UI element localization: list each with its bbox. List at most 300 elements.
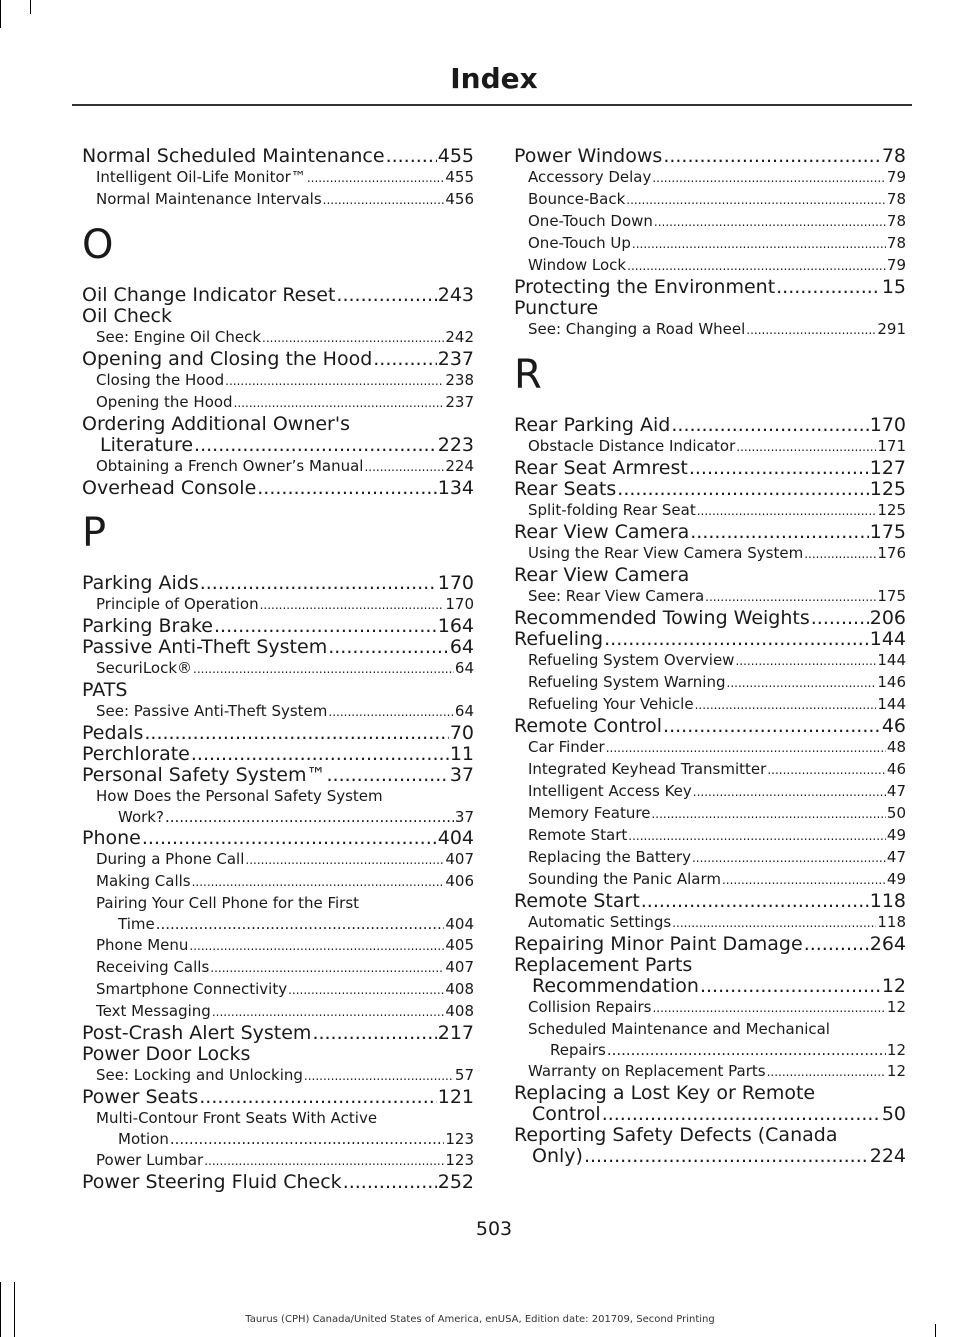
entry-label: Window Lock <box>528 256 627 274</box>
entry-label: Overhead Console <box>82 477 257 499</box>
section-letter: P <box>82 510 107 556</box>
entry-label: Receiving Calls <box>96 958 210 976</box>
dot-leader <box>628 826 886 847</box>
dot-leader <box>811 608 869 629</box>
entry-page-number: 47 <box>886 782 906 800</box>
index-subentry <box>82 1001 474 1023</box>
dot-leader <box>326 765 448 786</box>
entry-page-number: 224 <box>869 1145 906 1167</box>
entry-page-number: 455 <box>445 168 474 186</box>
dot-leader <box>165 807 454 828</box>
index-subentry <box>514 543 906 565</box>
entry-label: Bounce-Back <box>528 190 626 208</box>
entry-label: Passive Anti-Theft System <box>82 636 328 658</box>
entry-label: Integrated Keyhead Transmitter <box>528 760 767 778</box>
index-entry <box>82 616 474 637</box>
entry-label: Normal Maintenance Intervals <box>96 190 322 208</box>
dot-leader <box>343 1172 437 1193</box>
entry-label: SecuriLock® <box>96 659 193 677</box>
dot-leader <box>245 850 444 871</box>
dot-leader <box>652 998 885 1019</box>
dot-leader <box>262 328 444 349</box>
index-subentry <box>514 189 906 211</box>
index-entry <box>82 285 474 306</box>
index-entry <box>82 744 474 765</box>
entry-label: Power Windows <box>514 145 663 167</box>
index-subentry <box>82 658 474 680</box>
dot-leader <box>323 190 445 211</box>
index-subentry <box>82 957 474 979</box>
entry-label: Sounding the Panic Alarm <box>528 870 721 888</box>
index-heading: Pairing Your Cell Phone for the First <box>96 894 360 912</box>
index-entry <box>82 1172 474 1193</box>
entry-page-number: 121 <box>437 1086 474 1108</box>
dot-leader <box>641 891 869 912</box>
index-subentry <box>514 847 906 869</box>
crop-mark <box>0 1282 1 1337</box>
entry-page-number: 37 <box>449 764 474 786</box>
index-subentry <box>514 997 906 1019</box>
entry-page-number: 175 <box>877 587 906 605</box>
entry-label: See: Passive Anti-Theft System <box>96 702 328 720</box>
dot-leader <box>193 659 454 680</box>
index-heading: Replacement Parts <box>514 954 693 976</box>
entry-page-number: 12 <box>881 975 906 997</box>
dot-leader <box>804 544 876 565</box>
index-entry <box>82 1023 474 1044</box>
dot-leader <box>144 723 448 744</box>
entry-page-number: 144 <box>869 628 906 650</box>
entry-page-number: 171 <box>877 437 906 455</box>
index-entry <box>514 146 906 167</box>
entry-label: Only) <box>532 1145 583 1167</box>
index-subentry <box>82 979 474 1001</box>
dot-leader <box>746 320 876 341</box>
entry-page-number: 49 <box>886 826 906 844</box>
index-subentry <box>514 233 906 255</box>
index-entry <box>82 1087 474 1108</box>
index-entry <box>82 828 474 849</box>
page-number: 503 <box>475 1218 513 1240</box>
index-subentry <box>514 436 906 458</box>
dot-leader <box>194 435 437 456</box>
entry-page-number: 176 <box>877 544 906 562</box>
dot-leader <box>654 212 886 233</box>
entry-page-number: 170 <box>445 595 474 613</box>
dot-leader <box>663 146 881 167</box>
entry-label: Power Steering Fluid Check <box>82 1171 342 1193</box>
entry-label: Oil Change Indicator Reset <box>82 284 336 306</box>
entry-label: Time <box>118 915 155 933</box>
entry-page-number: 252 <box>437 1171 474 1193</box>
index-entry <box>514 976 906 997</box>
index-entry <box>82 349 474 370</box>
dot-leader <box>697 501 877 522</box>
entry-page-number: 78 <box>881 145 906 167</box>
dot-leader <box>767 1062 886 1083</box>
entry-label: Car Finder <box>528 738 605 756</box>
dot-leader <box>288 980 444 1001</box>
index-entry <box>514 891 906 912</box>
entry-page-number: 238 <box>445 371 474 389</box>
dot-leader <box>767 760 886 781</box>
entry-label: Rear Parking Aid <box>514 414 671 436</box>
entry-label: Recommended Towing Weights <box>514 607 810 629</box>
index-entry <box>514 608 906 629</box>
index-subentry <box>514 672 906 694</box>
entry-page-number: 57 <box>454 1066 474 1084</box>
index-entry <box>82 478 474 499</box>
entry-label: Phone <box>82 827 141 849</box>
entry-page-number: 125 <box>869 478 906 500</box>
entry-page-number: 223 <box>437 434 474 456</box>
entry-page-number: 47 <box>886 848 906 866</box>
index-subentry <box>82 807 474 828</box>
entry-page-number: 48 <box>886 738 906 756</box>
entry-page-number: 12 <box>886 1041 906 1059</box>
entry-page-number: 406 <box>445 872 474 890</box>
index-subentry <box>514 1061 906 1083</box>
entry-page-number: 64 <box>454 659 474 677</box>
index-subentry <box>514 694 906 716</box>
entry-label: Perchlorate <box>82 743 190 765</box>
entry-label: Obstacle Distance Indicator <box>528 437 736 455</box>
index-subentry <box>514 319 906 341</box>
entry-label: Text Messaging <box>96 1002 211 1020</box>
dot-leader <box>736 437 876 458</box>
dot-leader <box>373 349 436 370</box>
dot-leader <box>617 479 868 500</box>
index-subentry <box>82 167 474 189</box>
dot-leader <box>386 146 437 167</box>
index-subentry <box>82 456 474 478</box>
index-subentry <box>82 914 474 935</box>
entry-label: Normal Scheduled Maintenance <box>82 145 385 167</box>
entry-label: Making Calls <box>96 872 191 890</box>
entry-page-number: 118 <box>877 913 906 931</box>
dot-leader <box>328 702 454 723</box>
index-subentry <box>514 255 906 277</box>
index-heading: Oil Check <box>82 305 172 327</box>
entry-page-number: 217 <box>437 1022 474 1044</box>
entry-page-number: 78 <box>886 212 906 230</box>
index-entry <box>514 1104 906 1125</box>
dot-leader <box>692 848 886 869</box>
index-subentry <box>82 392 474 414</box>
dot-leader <box>606 738 886 759</box>
entry-label: Repairing Minor Paint Damage <box>514 933 803 955</box>
index-entry <box>82 723 474 744</box>
entry-page-number: 79 <box>886 256 906 274</box>
index-heading: Reporting Safety Defects (Canada <box>514 1124 838 1146</box>
index-subentry <box>514 825 906 847</box>
index-heading: Scheduled Maintenance and Mechanical <box>528 1020 830 1038</box>
index-heading: Ordering Additional Owner's <box>82 413 350 435</box>
index-subentry <box>82 370 474 392</box>
crop-mark <box>935 1324 936 1337</box>
dot-leader <box>700 976 881 997</box>
entry-page-number: 170 <box>437 572 474 594</box>
dot-leader <box>602 1104 881 1125</box>
entry-page-number: 407 <box>445 850 474 868</box>
entry-page-number: 50 <box>886 804 906 822</box>
entry-label: Personal Safety System™ <box>82 764 326 786</box>
crop-mark <box>0 0 1 28</box>
entry-page-number: 237 <box>437 348 474 370</box>
entry-label: Repairs <box>550 1041 606 1059</box>
entry-page-number: 64 <box>449 636 474 658</box>
index-entry <box>514 934 906 955</box>
entry-page-number: 125 <box>877 501 906 519</box>
section-letter: O <box>82 222 114 268</box>
entry-page-number: 46 <box>881 715 906 737</box>
dot-leader <box>199 1087 437 1108</box>
dot-leader <box>200 573 437 594</box>
index-subentry <box>82 935 474 957</box>
index-heading: Puncture <box>514 297 599 319</box>
entry-label: Memory Feature <box>528 804 651 822</box>
entry-label: Closing the Hood <box>96 371 225 389</box>
dot-leader <box>257 478 436 499</box>
index-subentry <box>82 849 474 871</box>
dot-leader <box>672 913 876 934</box>
dot-leader <box>328 637 449 658</box>
entry-label: Remote Start <box>514 890 640 912</box>
entry-label: Obtaining a French Owner’s Manual <box>96 457 364 475</box>
entry-label: Pedals <box>82 722 144 744</box>
entry-label: During a Phone Call <box>96 850 245 868</box>
entry-page-number: 12 <box>886 1062 906 1080</box>
dot-leader <box>727 673 877 694</box>
entry-page-number: 118 <box>869 890 906 912</box>
entry-page-number: 264 <box>869 933 906 955</box>
entry-page-number: 224 <box>445 457 474 475</box>
dot-leader <box>604 629 869 650</box>
index-subentry <box>514 211 906 233</box>
index-column-right <box>514 146 906 1167</box>
dot-leader <box>735 651 876 672</box>
entry-label: See: Changing a Road Wheel <box>528 320 746 338</box>
entry-label: Using the Rear View Camera System <box>528 544 804 562</box>
index-subentry <box>514 803 906 825</box>
index-heading: Replacing a Lost Key or Remote <box>514 1082 816 1104</box>
entry-label: Refueling <box>514 628 604 650</box>
dot-leader <box>225 371 444 392</box>
index-entry <box>514 277 906 298</box>
entry-page-number: 291 <box>877 320 906 338</box>
dot-leader <box>689 458 869 479</box>
entry-label: See: Locking and Unlocking <box>96 1066 303 1084</box>
dot-leader <box>690 522 869 543</box>
index-subentry <box>514 737 906 759</box>
dot-leader <box>204 1151 444 1172</box>
dot-leader <box>212 1002 445 1023</box>
entry-page-number: 170 <box>869 414 906 436</box>
entry-label: Accessory Delay <box>528 168 652 186</box>
entry-label: Refueling System Warning <box>528 673 726 691</box>
index-column-left <box>82 146 474 1193</box>
page-footer: Taurus (CPH) Canada/United States of America, enUSA, Edition date: 201709, Second Printing <box>245 1314 715 1325</box>
index-subentry <box>514 167 906 189</box>
dot-leader <box>170 1129 445 1150</box>
dot-leader <box>584 1146 869 1167</box>
dot-leader <box>189 936 444 957</box>
dot-leader <box>626 190 886 211</box>
dot-leader <box>776 277 881 298</box>
entry-page-number: 146 <box>877 673 906 691</box>
entry-label: Power Seats <box>82 1086 199 1108</box>
entry-label: Split-folding Rear Seat <box>528 501 696 519</box>
entry-page-number: 243 <box>437 284 474 306</box>
header-rule <box>72 104 912 106</box>
entry-label: Remote Start <box>528 826 628 844</box>
index-subentry <box>82 701 474 723</box>
page-title: Index <box>450 62 538 95</box>
entry-page-number: 78 <box>886 190 906 208</box>
entry-page-number: 408 <box>445 1002 474 1020</box>
section-letter: R <box>514 352 542 398</box>
index-entry <box>514 716 906 737</box>
index-entry <box>514 479 906 500</box>
entry-page-number: 164 <box>437 615 474 637</box>
index-subentry <box>514 912 906 934</box>
entry-label: Parking Aids <box>82 572 199 594</box>
entry-page-number: 15 <box>881 276 906 298</box>
entry-page-number: 134 <box>437 477 474 499</box>
dot-leader <box>722 870 886 891</box>
crop-mark <box>30 0 31 14</box>
dot-leader <box>695 695 877 716</box>
dot-leader <box>671 415 868 436</box>
dot-leader <box>693 782 886 803</box>
entry-label: One-Touch Down <box>528 212 653 230</box>
index-subentry <box>82 1129 474 1150</box>
entry-label: Literature <box>100 434 194 456</box>
index-subentry <box>82 189 474 211</box>
dot-leader <box>156 914 445 935</box>
dot-leader <box>260 595 445 616</box>
index-heading: Power Door Locks <box>82 1043 251 1065</box>
entry-label: Parking Brake <box>82 615 213 637</box>
index-subentry <box>514 781 906 803</box>
entry-label: Rear View Camera <box>514 521 690 543</box>
index-entry <box>82 573 474 594</box>
index-subentry <box>82 871 474 893</box>
dot-leader <box>304 1066 454 1087</box>
entry-page-number: 50 <box>881 1103 906 1125</box>
index-subentry <box>82 1065 474 1087</box>
index-subentry <box>82 1150 474 1172</box>
entry-label: Rear Seats <box>514 478 617 500</box>
dot-leader <box>663 716 881 737</box>
entry-label: Motion <box>118 1130 169 1148</box>
entry-label: Intelligent Access Key <box>528 782 692 800</box>
index-entry <box>82 637 474 658</box>
dot-leader <box>214 616 437 637</box>
dot-leader <box>336 285 436 306</box>
index-heading: PATS <box>82 679 128 701</box>
entry-page-number: 79 <box>886 168 906 186</box>
entry-page-number: 405 <box>445 936 474 954</box>
entry-label: Remote Control <box>514 715 663 737</box>
dot-leader <box>651 804 885 825</box>
entry-page-number: 175 <box>869 521 906 543</box>
entry-label: Recommendation <box>532 975 699 997</box>
entry-page-number: 404 <box>445 915 474 933</box>
index-entry <box>514 629 906 650</box>
entry-page-number: 404 <box>437 827 474 849</box>
entry-page-number: 455 <box>437 145 474 167</box>
index-entry <box>514 522 906 543</box>
dot-leader <box>192 872 445 893</box>
dot-leader <box>804 934 869 955</box>
entry-page-number: 237 <box>445 393 474 411</box>
dot-leader <box>364 457 444 478</box>
entry-label: Replacing the Battery <box>528 848 691 866</box>
entry-label: Intelligent Oil-Life Monitor™ <box>96 168 306 186</box>
entry-label: Refueling Your Vehicle <box>528 695 694 713</box>
index-subentry <box>514 650 906 672</box>
entry-page-number: 12 <box>886 998 906 1016</box>
index-entry <box>514 458 906 479</box>
dot-leader <box>210 958 444 979</box>
dot-leader <box>142 828 437 849</box>
index-subentry <box>514 586 906 608</box>
entry-label: One-Touch Up <box>528 234 631 252</box>
index-entry <box>514 1146 906 1167</box>
entry-page-number: 11 <box>449 743 474 765</box>
entry-label: Refueling System Overview <box>528 651 735 669</box>
index-entry <box>82 765 474 786</box>
dot-leader <box>705 587 876 608</box>
dot-leader <box>627 256 886 277</box>
entry-page-number: 144 <box>877 695 906 713</box>
entry-label: Opening and Closing the Hood <box>82 348 373 370</box>
index-entry <box>514 415 906 436</box>
entry-page-number: 46 <box>886 760 906 778</box>
crop-mark <box>14 1282 15 1337</box>
entry-page-number: 49 <box>886 870 906 888</box>
index-subentry <box>514 759 906 781</box>
index-entry <box>82 435 474 456</box>
entry-page-number: 123 <box>445 1130 474 1148</box>
entry-page-number: 408 <box>445 980 474 998</box>
index-subentry <box>514 869 906 891</box>
index-heading: Multi-Contour Front Seats With Active <box>96 1109 378 1127</box>
entry-page-number: 127 <box>869 457 906 479</box>
index-subentry <box>514 500 906 522</box>
dot-leader <box>234 393 445 414</box>
entry-label: Power Lumbar <box>96 1151 204 1169</box>
entry-page-number: 456 <box>445 190 474 208</box>
dot-leader <box>632 234 886 255</box>
entry-label: Work? <box>118 808 164 826</box>
entry-label: Rear Seat Armrest <box>514 457 688 479</box>
entry-label: See: Rear View Camera <box>528 587 705 605</box>
index-subentry <box>514 1040 906 1061</box>
entry-label: Principle of Operation <box>96 595 259 613</box>
index-subentry <box>82 327 474 349</box>
entry-page-number: 78 <box>886 234 906 252</box>
index-subentry <box>82 594 474 616</box>
entry-label: Collision Repairs <box>528 998 652 1016</box>
index-entry <box>82 146 474 167</box>
entry-page-number: 64 <box>454 702 474 720</box>
entry-page-number: 37 <box>454 808 474 826</box>
dot-leader <box>307 168 445 189</box>
entry-label: Control <box>532 1103 601 1125</box>
entry-label: Smartphone Connectivity <box>96 980 288 998</box>
